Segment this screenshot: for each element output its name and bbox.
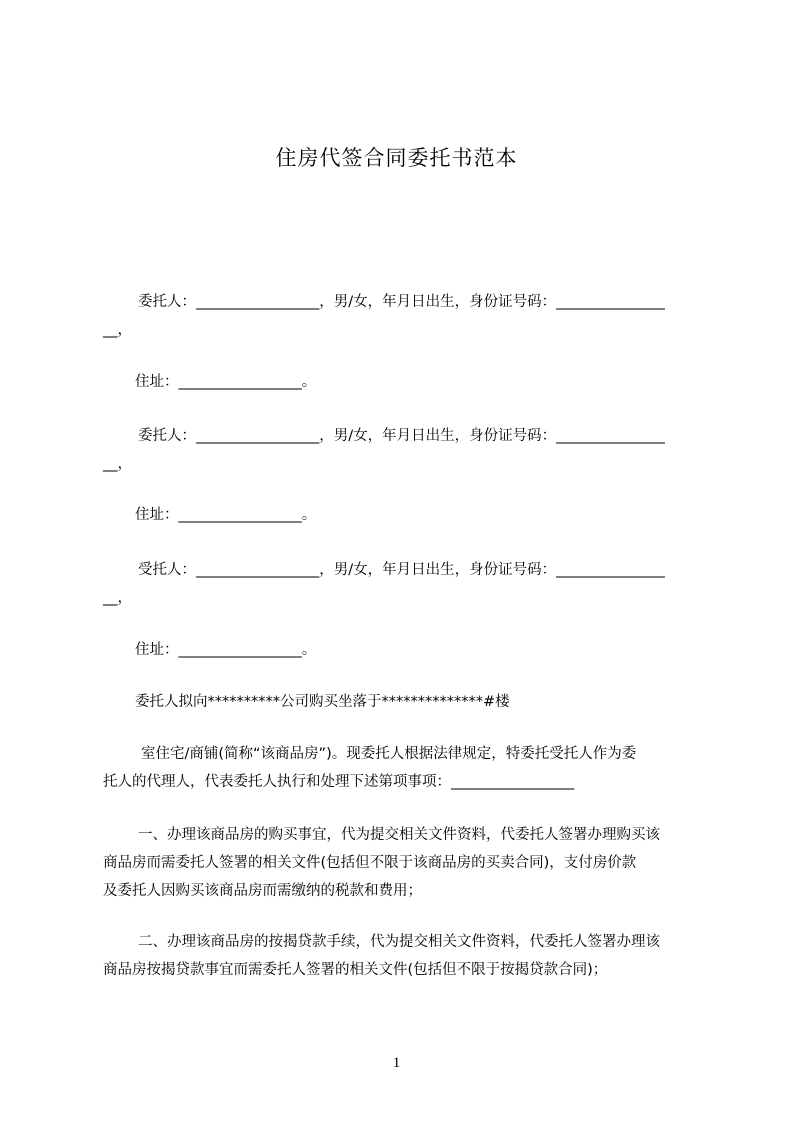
authorization-line-2: 托人的代理人，代表委托人执行和处理下述第项事项：_________________	[103, 774, 575, 790]
principal-2-line: 委托人：_________________，男/女，年月日出生，身份证号码：_______________	[138, 428, 665, 444]
principal-2-line-cont: __，	[103, 456, 132, 472]
item-one-line-1: 一、办理该商品房的购买事宜，代为提交相关文件资料，代委托人签署办理购买该	[138, 827, 660, 843]
purchase-intent-line: 委托人拟向**********公司购买坐落于**************#楼	[135, 694, 510, 710]
page-number: 1	[392, 1055, 401, 1071]
agent-line-cont: __，	[103, 590, 132, 606]
agent-address: 住址：_________________。	[135, 642, 317, 658]
document-title: 住房代签合同委托书范本	[275, 146, 518, 170]
principal-2-address: 住址：_________________。	[135, 507, 317, 523]
item-two-line-1: 二、办理该商品房的按揭贷款手续，代为提交相关文件资料，代委托人签署办理该	[138, 934, 660, 950]
principal-1-address: 住址：_________________。	[135, 374, 317, 390]
authorization-line-1: 室住宅/商铺(简称“该商品房”)。现委托人根据法律规定，特委托受托人作为委	[141, 746, 637, 762]
item-one-line-3: 及委托人因购买该商品房而需缴纳的税款和费用；	[103, 883, 422, 899]
principal-1-line: 委托人：_________________，男/女，年月日出生，身份证号码：_______________	[138, 294, 665, 310]
principal-1-line-cont: __，	[103, 322, 132, 338]
item-one-line-2: 商品房而需委托人签署的相关文件(包括但不限于该商品房的买卖合同)，支付房价款	[103, 855, 637, 871]
agent-line: 受托人：_________________，男/女，年月日出生，身份证号码：_______________	[138, 562, 665, 578]
item-two-line-2: 商品房按揭贷款事宜而需委托人签署的相关文件(包括但不限于按揭贷款合同)；	[103, 962, 608, 978]
